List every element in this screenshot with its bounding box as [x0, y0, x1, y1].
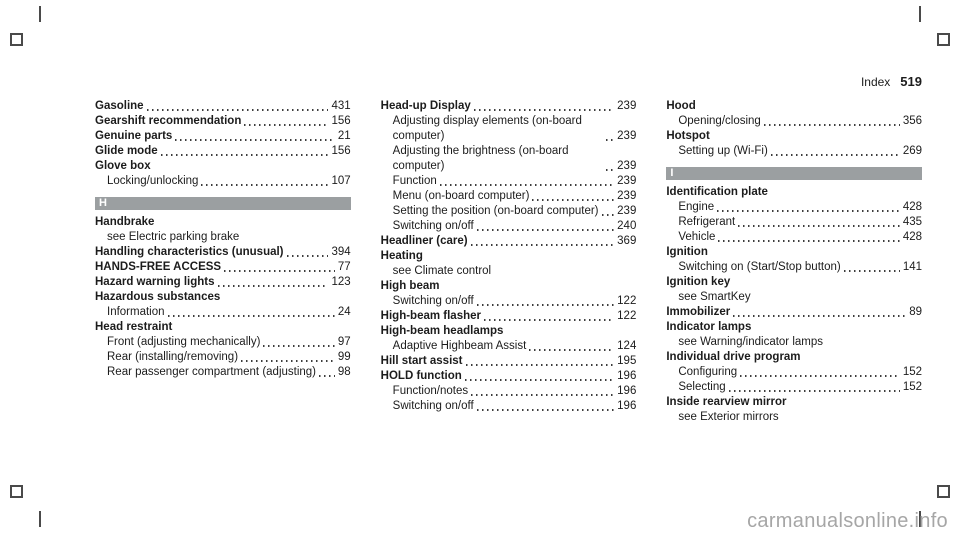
index-entry-main	[666, 99, 922, 114]
section-letter: I	[670, 167, 674, 179]
index-entry-main	[95, 260, 351, 275]
dot-leader	[606, 169, 614, 171]
entry-label: Gearshift recommendation	[95, 115, 242, 127]
dot-leader	[263, 345, 334, 347]
index-entry-main	[666, 320, 922, 335]
entry-label: see Climate control	[392, 265, 492, 277]
entry-page-number: 123	[331, 276, 351, 288]
entry-page-number: 99	[337, 351, 351, 363]
entry-label: Locking/unlocking	[107, 175, 199, 187]
entry-label: Hazard warning lights	[95, 276, 215, 288]
dot-leader	[218, 285, 329, 287]
index-entry-main	[381, 249, 637, 264]
entry-page-number: 156	[331, 115, 351, 127]
entry-page-number: 431	[331, 100, 351, 112]
entry-page-number: 239	[617, 190, 637, 202]
index-entry-main	[381, 369, 637, 384]
entry-label: Configuring	[678, 366, 738, 378]
index-entry-sub	[95, 335, 351, 350]
dot-leader	[465, 379, 614, 381]
index-entry-sub	[381, 114, 637, 144]
dot-leader	[224, 270, 335, 272]
entry-page-number: 77	[337, 261, 351, 273]
entry-label: Front (adjusting mechanically)	[107, 336, 261, 348]
watermark: carmanualsonline.info	[747, 510, 948, 532]
index-entry-main	[95, 99, 351, 114]
index-entry-sub	[381, 144, 637, 174]
index-entry-sub	[381, 399, 637, 414]
entry-label: Glide mode	[95, 145, 158, 157]
index-entry-main	[95, 159, 351, 174]
dot-leader	[477, 409, 615, 411]
entry-label: Individual drive program	[666, 351, 801, 363]
header-page-number: 519	[900, 74, 922, 89]
dot-leader	[484, 319, 614, 321]
index-entry-see	[666, 335, 922, 350]
dot-leader	[740, 375, 900, 377]
entry-label: Adjusting the brightness (on-board computer)	[392, 145, 569, 172]
dot-leader	[764, 124, 900, 126]
index-entry-main	[381, 279, 637, 294]
dot-leader	[161, 154, 329, 156]
dot-leader	[738, 225, 900, 227]
entry-page-number: 356	[902, 115, 923, 127]
page-header	[861, 74, 922, 89]
dot-leader	[474, 109, 614, 111]
dot-leader	[287, 255, 329, 257]
entry-page-number: 239	[617, 160, 637, 172]
entry-label: Switching on/off	[392, 220, 474, 232]
section-letter-bar	[666, 167, 922, 180]
entry-label: Rear passenger compartment (adjusting)	[107, 366, 317, 378]
index-entry-sub	[381, 339, 637, 354]
crop-mark-bottom-right-square	[937, 485, 950, 498]
index-entry-main	[95, 114, 351, 129]
entry-page-number: 195	[617, 355, 637, 367]
index-columns	[95, 99, 922, 425]
index-entry-sub	[666, 230, 922, 245]
entry-label: HANDS-FREE ACCESS	[95, 261, 222, 273]
index-entry-main	[95, 215, 351, 230]
entry-label: Menu (on-board computer)	[392, 190, 530, 202]
dot-leader	[477, 229, 615, 231]
entry-label: Refrigerant	[678, 216, 736, 228]
index-entry-main	[381, 99, 637, 114]
entry-label: Adaptive Highbeam Assist	[392, 340, 527, 352]
dot-leader	[718, 240, 899, 242]
dot-leader	[466, 364, 615, 366]
dot-leader	[771, 154, 900, 156]
index-entry-main	[381, 354, 637, 369]
dot-leader	[201, 184, 328, 186]
dot-leader	[319, 375, 335, 377]
index-entry-main	[95, 129, 351, 144]
entry-page-number: 239	[617, 205, 637, 217]
entry-label: Ignition key	[666, 276, 731, 288]
entry-label: see SmartKey	[678, 291, 751, 303]
entry-page-number: 240	[617, 220, 637, 232]
entry-label: Gasoline	[95, 100, 144, 112]
dot-leader	[602, 214, 615, 216]
index-entry-main	[95, 290, 351, 305]
entry-label: Glove box	[95, 160, 151, 172]
index-column-1	[95, 99, 351, 425]
index-entry-main	[95, 245, 351, 260]
dot-leader	[440, 184, 614, 186]
index-entry-main	[95, 320, 351, 335]
entry-page-number: 239	[617, 100, 637, 112]
entry-label: Head restraint	[95, 321, 173, 333]
dot-leader	[606, 139, 614, 141]
entry-label: Rear (installing/removing)	[107, 351, 239, 363]
index-entry-see	[666, 410, 922, 425]
entry-label: Hazardous substances	[95, 291, 221, 303]
index-entry-sub	[666, 260, 922, 275]
entry-page-number: 24	[337, 306, 351, 318]
index-entry-main	[666, 245, 922, 260]
entry-label: Opening/closing	[678, 115, 761, 127]
entry-label: Setting up (Wi-Fi)	[678, 145, 768, 157]
crop-mark-bottom-left-line	[39, 511, 41, 527]
entry-page-number: 369	[617, 235, 637, 247]
dot-leader	[241, 360, 335, 362]
entry-label: Immobilizer	[666, 306, 731, 318]
entry-label: Hill start assist	[380, 355, 463, 367]
index-entry-sub	[381, 189, 637, 204]
dot-leader	[147, 109, 329, 111]
index-entry-sub	[666, 114, 922, 129]
entry-page-number: 152	[902, 381, 923, 393]
entry-label: Switching on/off	[392, 295, 474, 307]
entry-page-number: 435	[902, 216, 923, 228]
index-entry-sub	[666, 200, 922, 215]
dot-leader	[529, 349, 614, 351]
entry-page-number: 269	[902, 145, 923, 157]
entry-label: Indicator lamps	[666, 321, 752, 333]
index-entry-main	[666, 275, 922, 290]
dot-leader	[175, 139, 335, 141]
entry-label: Switching on (Start/Stop button)	[678, 261, 841, 273]
entry-label: Adjusting display elements (on-board computer)	[392, 115, 582, 142]
entry-page-number: 428	[902, 231, 923, 243]
index-entry-main	[381, 309, 637, 324]
entry-label: Hotspot	[666, 130, 710, 142]
entry-page-number: 156	[331, 145, 351, 157]
entry-label: Ignition	[666, 246, 708, 258]
section-letter-bar	[95, 197, 351, 210]
entry-label: see Electric parking brake	[107, 231, 240, 243]
entry-label: Heating	[380, 250, 423, 262]
entry-label: Selecting	[678, 381, 726, 393]
entry-label: Function	[392, 175, 437, 187]
entry-label: Function/notes	[392, 385, 469, 397]
header-section-label: Index	[860, 75, 891, 89]
dot-leader	[733, 315, 906, 317]
entry-page-number: 239	[617, 175, 637, 187]
index-entry-main	[381, 234, 637, 249]
dot-leader	[717, 210, 900, 212]
index-entry-main	[95, 275, 351, 290]
index-entry-sub	[666, 144, 922, 159]
entry-label: Engine	[678, 201, 715, 213]
index-entry-sub	[381, 204, 637, 219]
entry-page-number: 141	[902, 261, 923, 273]
dot-leader	[532, 199, 614, 201]
index-entry-sub	[95, 350, 351, 365]
entry-label: see Exterior mirrors	[678, 411, 779, 423]
index-entry-main	[381, 324, 637, 339]
entry-page-number: 21	[337, 130, 351, 142]
index-entry-sub	[381, 219, 637, 234]
entry-page-number: 89	[909, 306, 923, 318]
entry-page-number: 196	[617, 370, 637, 382]
index-entry-sub	[95, 365, 351, 380]
crop-mark-top-right-square	[937, 33, 950, 46]
dot-leader	[471, 244, 615, 246]
crop-mark-bottom-left-square	[10, 485, 23, 498]
index-entry-main	[666, 395, 922, 410]
entry-label: Genuine parts	[95, 130, 173, 142]
entry-label: Switching on/off	[392, 400, 474, 412]
entry-label: Handbrake	[95, 216, 155, 228]
entry-label: High-beam headlamps	[380, 325, 504, 337]
index-entry-main	[666, 305, 922, 320]
entry-page-number: 107	[331, 175, 351, 187]
entry-page-number: 124	[617, 340, 637, 352]
entry-label: HOLD function	[380, 370, 462, 382]
entry-page-number: 122	[617, 295, 637, 307]
crop-mark-top-left-square	[10, 33, 23, 46]
entry-label: Setting the position (on-board computer)	[392, 205, 599, 217]
entry-page-number: 97	[337, 336, 351, 348]
crop-mark-top-left-line	[39, 6, 41, 22]
entry-page-number: 122	[617, 310, 637, 322]
index-entry-see	[95, 230, 351, 245]
entry-label: Hood	[666, 100, 696, 112]
index-column-2	[381, 99, 637, 425]
index-entry-sub	[381, 294, 637, 309]
entry-page-number: 98	[337, 366, 351, 378]
entry-label: Vehicle	[678, 231, 716, 243]
index-entry-sub	[95, 174, 351, 189]
index-entry-sub	[381, 384, 637, 399]
entry-label: see Warning/indicator lamps	[678, 336, 824, 348]
section-letter: H	[99, 197, 107, 209]
index-entry-see	[381, 264, 637, 279]
index-entry-sub	[666, 365, 922, 380]
index-entry-sub	[666, 380, 922, 395]
index-entry-main	[666, 185, 922, 200]
dot-leader	[477, 304, 615, 306]
entry-page-number: 196	[617, 400, 637, 412]
index-entry-main	[666, 350, 922, 365]
dot-leader	[729, 390, 900, 392]
entry-label: Headliner (care)	[380, 235, 468, 247]
entry-page-number: 196	[617, 385, 637, 397]
index-entry-sub	[666, 215, 922, 230]
entry-label: Information	[107, 306, 165, 318]
dot-leader	[844, 270, 900, 272]
dot-leader	[244, 124, 328, 126]
entry-page-number: 152	[902, 366, 923, 378]
index-entry-main	[666, 129, 922, 144]
entry-page-number: 239	[617, 130, 637, 142]
entry-label: High beam	[380, 280, 440, 292]
index-column-3	[666, 99, 922, 425]
entry-label: Identification plate	[666, 186, 768, 198]
crop-mark-top-right-line	[919, 6, 921, 22]
entry-label: Head-up Display	[380, 100, 471, 112]
index-entry-main	[95, 144, 351, 159]
entry-page-number: 428	[902, 201, 923, 213]
index-entry-see	[666, 290, 922, 305]
index-entry-sub	[381, 174, 637, 189]
entry-label: Inside rearview mirror	[666, 396, 787, 408]
index-entry-sub	[95, 305, 351, 320]
entry-label: High-beam flasher	[380, 310, 481, 322]
dot-leader	[471, 394, 614, 396]
dot-leader	[168, 315, 335, 317]
entry-page-number: 394	[331, 246, 351, 258]
entry-label: Handling characteristics (unusual)	[95, 246, 284, 258]
